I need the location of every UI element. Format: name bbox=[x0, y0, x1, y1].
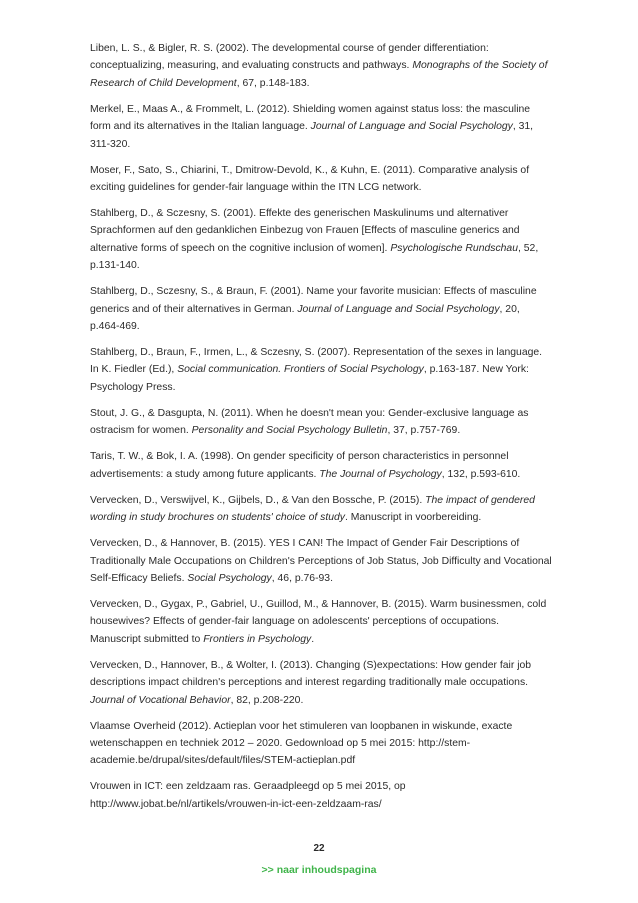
reference-entry bbox=[90, 405, 552, 440]
reference-text: , 82, p.208-220. bbox=[230, 694, 304, 706]
reference-text: , 37, p.757-769. bbox=[387, 425, 461, 437]
reference-text: . bbox=[311, 633, 315, 645]
reference-entry bbox=[90, 162, 552, 197]
reference-text: Moser, F., Sato, S., Chiarini, T., Dmitrow-Devold, K., & Kuhn, E. (2011). Comparative analysis of exciting guidelines for gender-fair language within the ITN LCG network. bbox=[90, 164, 530, 194]
reference-text: , 46, p.76-93. bbox=[271, 572, 333, 584]
reference-text: Vervecken, D., Verswijvel, K., Gijbels, D., & Van den Bossche, P. (2015). bbox=[90, 494, 426, 506]
reference-text: Vervecken, D., Gygax, P., Gabriel, U., Guillod, M., & Hannover, B. (2015). Warm businessmen, cold housewives? Effects of gender-fair language on adolescents' perceptions of occupations. Manuscript submitted to bbox=[90, 598, 547, 645]
reference-entry bbox=[90, 657, 552, 709]
reference-entry bbox=[90, 448, 552, 483]
reference-entry bbox=[90, 101, 552, 153]
reference-entry bbox=[90, 535, 552, 587]
reference-text: Merkel, E., Maas A., & Frommelt, L. (2012). Shielding women against status loss: the masculine form and its alternatives in the Italian language. bbox=[90, 103, 531, 133]
reference-text: , 20, p.464-469. bbox=[90, 303, 520, 333]
reference-text: Liben, L. S., & Bigler, R. S. (2002). The developmental course of gender differentiation: conceptualizing, measuring, and evaluating constructs and pathways. bbox=[90, 43, 489, 72]
reference-entry bbox=[90, 40, 552, 92]
reference-text: , 31, 311-320. bbox=[90, 121, 534, 150]
reference-text: Stahlberg, D., & Sczesny, S. (2001). Effekte des generischen Maskulinums und alternativer Sprachformen auf den gedanklichen Einbezug von Frauen [Effects of masculine generics and alternative forms of speech on the cognitive inclusion of women]. bbox=[90, 208, 520, 254]
reference-title-italic: Social Psychology bbox=[187, 572, 272, 584]
reference-text: Vrouwen in ICT: een zeldzaam ras. Geraadpleegd op 5 mei 2015, op http://www.jobat.be/nl/artikels/vrouwen-in-ict-een-zeldzaam-ras/ bbox=[90, 781, 406, 810]
reference-title-italic: Frontiers in Psychology bbox=[203, 633, 312, 645]
reference-text: , 67, p.148-183. bbox=[236, 77, 310, 89]
reference-title-italic: The impact of gendered wording in study brochures on students' choice of study bbox=[90, 494, 535, 524]
reference-title-italic: Journal of Vocational Behavior bbox=[90, 694, 231, 706]
reference-text: , 52, p.131-140. bbox=[90, 242, 539, 272]
reference-text: , 132, p.593-610. bbox=[441, 468, 521, 480]
reference-title-italic: Monographs of the Society of Research of Child Development bbox=[90, 60, 548, 89]
reference-entry bbox=[90, 778, 552, 813]
reference-text: Stahlberg, D., Sczesny, S., & Braun, F. (2001). Name your favorite musician: Effects of masculine generics and of their alternatives in German. bbox=[90, 286, 537, 315]
reference-entry bbox=[90, 205, 552, 275]
reference-text: Stout, J. G., & Dasgupta, N. (2011). When he doesn't mean you: Gender-exclusive language as ostracism for women. bbox=[90, 407, 529, 437]
reference-entry bbox=[90, 492, 552, 527]
reference-entry bbox=[90, 344, 552, 396]
reference-title-italic: The Journal of Psychology bbox=[319, 468, 442, 480]
reference-entry bbox=[90, 283, 552, 335]
reference-title-italic: Psychologische Rundschau bbox=[390, 242, 518, 254]
reference-entry bbox=[90, 596, 552, 648]
reference-text: Stahlberg, D., Braun, F., Irmen, L., & Sczesny, S. (2007). Representation of the sexes in language. In K. Fiedler (Ed.), bbox=[90, 347, 543, 376]
reference-text: . Manuscript in voorbereiding. bbox=[344, 512, 482, 524]
reference-text: Vlaamse Overheid (2012). Actieplan voor het stimuleren van loopbanen in wiskunde, exacte wetenschappen en techniek 2012 – 2020. Gedownload op 5 mei 2015: http://stem-academie.be/drupal/sites/default/files/STEM-actieplan.pdf bbox=[90, 720, 513, 767]
reference-entry bbox=[90, 718, 552, 770]
reference-text: Vervecken, D., Hannover, B., & Wolter, I. (2013). Changing (S)expectations: How gender fair job descriptions impact children's perceptions and interest regarding traditionally male occupations. bbox=[90, 659, 532, 689]
reference-title-italic: Social communication. Frontiers of Social Psychology bbox=[177, 364, 424, 376]
page-number: 22 bbox=[313, 843, 325, 854]
reference-title-italic: Personality and Social Psychology Bulletin bbox=[191, 425, 388, 437]
reference-text: , p.163-187. New York: Psychology Press. bbox=[90, 364, 529, 393]
reference-text: Vervecken, D., & Hannover, B. (2015). YES I CAN! The Impact of Gender Fair Descriptions of Traditionally Male Occupations on Children's Perceptions of Job Status, Job Difficulty and Vocational Self-Efficacy Beliefs. bbox=[90, 538, 552, 584]
reference-title-italic: Journal of Language and Social Psychology bbox=[297, 303, 500, 315]
reference-list bbox=[90, 40, 552, 822]
reference-title-italic: Journal of Language and Social Psychology bbox=[310, 121, 513, 133]
table-of-contents-link[interactable]: >> naar inhoudspagina bbox=[261, 864, 377, 876]
reference-text: Taris, T. W., & Bok, I. A. (1998). On gender specificity of person characteristics in personnel advertisements: a study among future applicants. bbox=[90, 451, 509, 480]
